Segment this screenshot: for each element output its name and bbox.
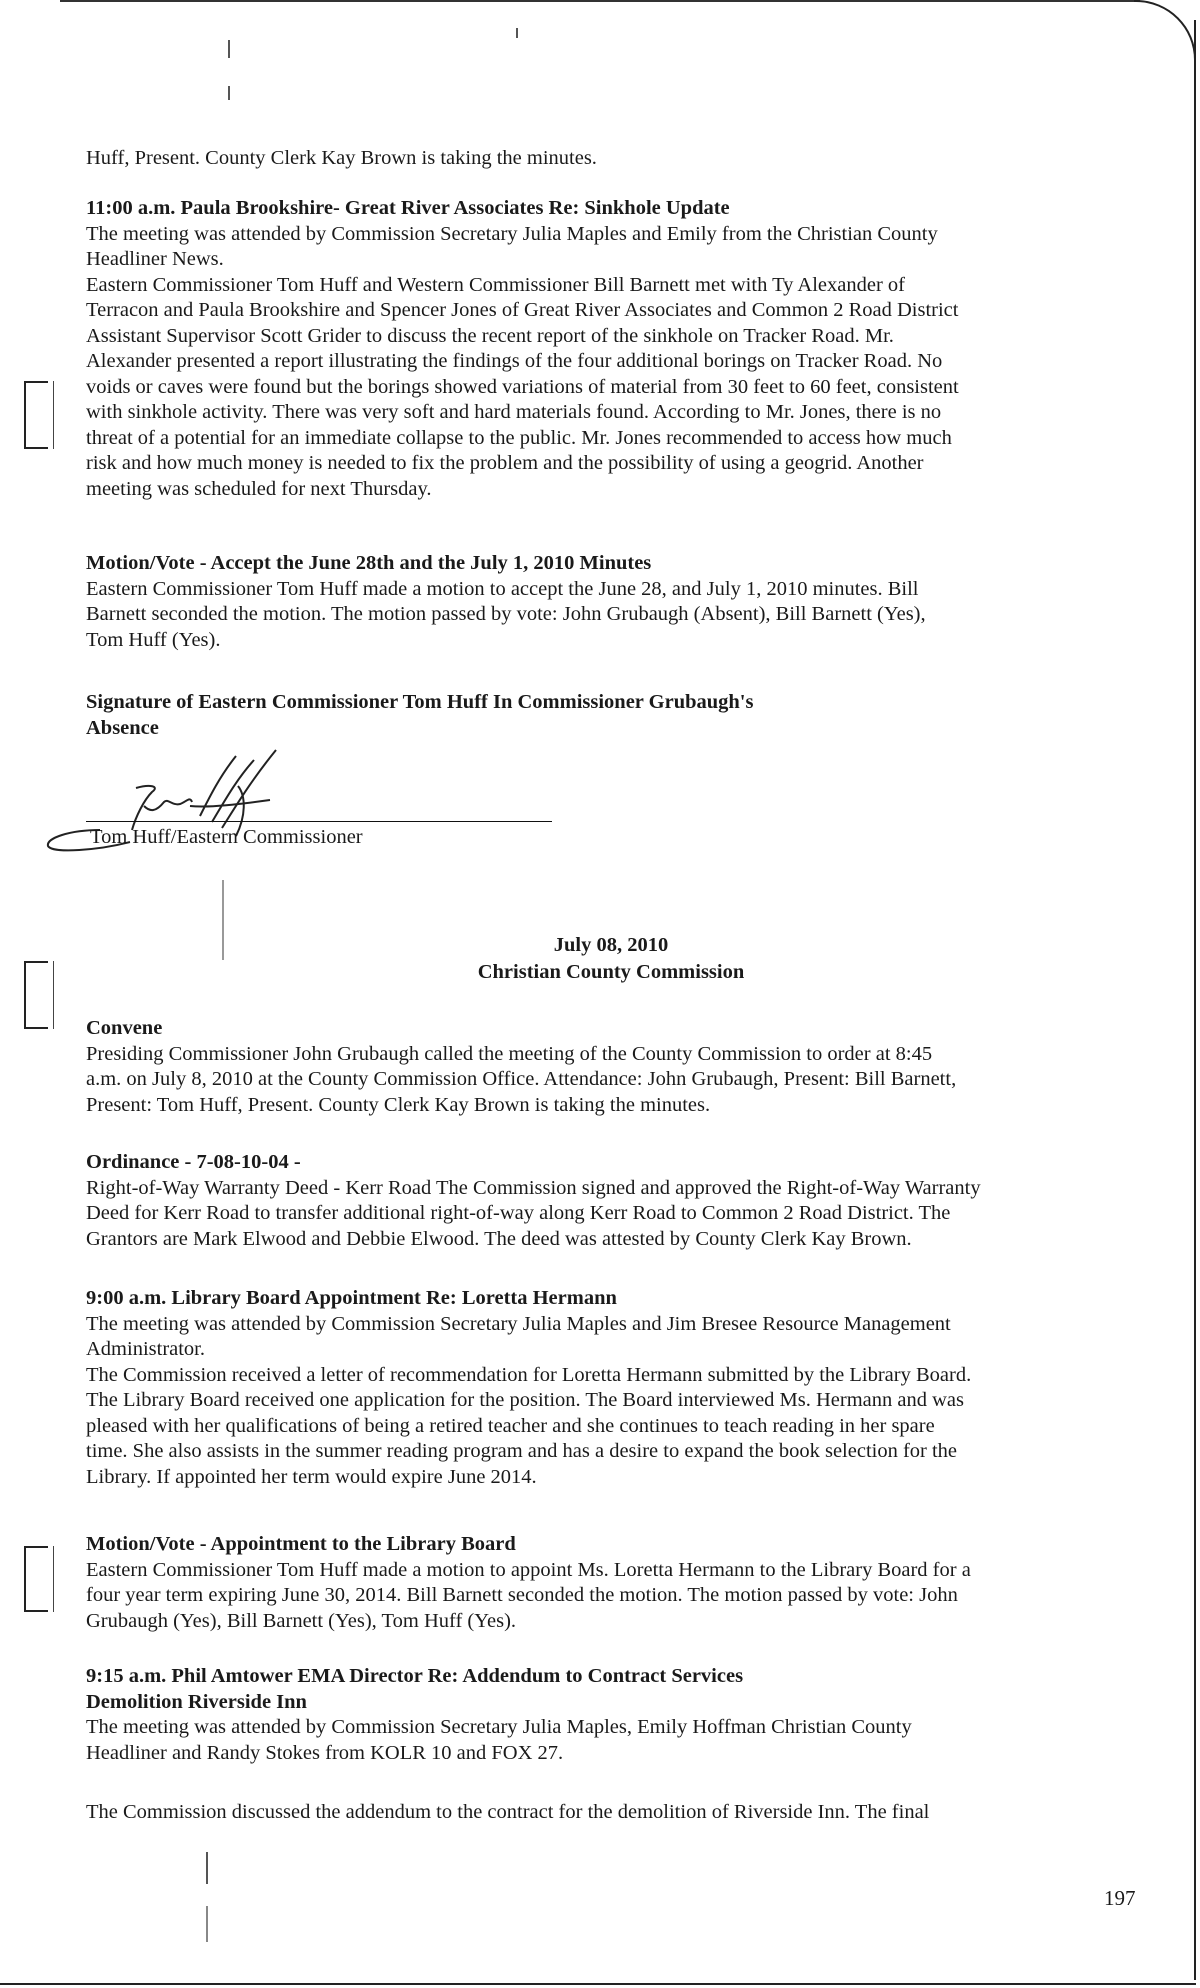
text-line: The Commission received a letter of recommendation for Loretta Hermann submitted by the Library Board. bbox=[86, 1363, 972, 1386]
text-line: Tom Huff (Yes). bbox=[86, 628, 221, 651]
margin-bracket bbox=[24, 961, 48, 1029]
sinkhole-section bbox=[86, 196, 1136, 502]
margin-bracket bbox=[24, 1546, 48, 1612]
text-line: Administrator. bbox=[86, 1338, 206, 1360]
meeting-date: July 08, 2010 bbox=[553, 934, 669, 956]
text-line: Presiding Commissioner John Grubaugh called the meeting of the County Commission to order at 8:45 bbox=[86, 1042, 933, 1065]
text-line: threat of a potential for an immediate collapse to the public. Mr. Jones recommended to access how much bbox=[86, 426, 952, 449]
page-top-edge bbox=[60, 0, 1140, 2]
text-line: Assistant Supervisor Scott Grider to discuss the recent report of the sinkhole on Tracker Road. Mr. bbox=[86, 324, 894, 347]
section-heading: Demolition Riverside Inn bbox=[86, 1690, 307, 1713]
text-line: The Library Board received one application for the position. The Board interviewed Ms. Hermann and was bbox=[86, 1389, 964, 1411]
appointment-vote-section bbox=[86, 1532, 1136, 1634]
commission-name: Christian County Commission bbox=[477, 961, 745, 983]
section-heading: 11:00 a.m. Paula Brookshire- Great River Associates Re: Sinkhole Update bbox=[86, 197, 730, 219]
text-line: The Commission discussed the addendum to the contract for the demolition of Riverside Inn. The final bbox=[86, 1801, 930, 1823]
ordinance-section bbox=[86, 1150, 1136, 1252]
section-heading: 9:15 a.m. Phil Amtower EMA Director Re: Addendum to Contract Services bbox=[86, 1665, 744, 1687]
text-line: Eastern Commissioner Tom Huff made a motion to accept the June 28, and July 1, 2010 minutes. Bill bbox=[86, 577, 919, 600]
text-line: four year term expiring June 30, 2014. Bill Barnett seconded the motion. The motion passed by vote: John bbox=[86, 1584, 958, 1606]
section-heading: 9:00 a.m. Library Board Appointment Re: Loretta Hermann bbox=[86, 1287, 617, 1309]
text-line: pleased with her qualifications of being a retired teacher and she continues to teach reading in her spare bbox=[86, 1414, 935, 1437]
text-line: The meeting was attended by Commission Secretary Julia Maples and Jim Bresee Resource Management bbox=[86, 1312, 951, 1335]
signature-heading bbox=[86, 690, 1136, 741]
section-heading: Motion/Vote - Appointment to the Library Board bbox=[86, 1533, 516, 1555]
meeting-date-header bbox=[86, 932, 1136, 986]
text-line: Huff, Present. County Clerk Kay Brown is taking the minutes. bbox=[86, 147, 597, 169]
scan-mark bbox=[206, 1906, 208, 1942]
text-line: Terracon and Paula Brookshire and Spencer Jones of Great River Associates and Common 2 Road District bbox=[86, 299, 959, 321]
ema-section bbox=[86, 1664, 1136, 1766]
page-corner-curl bbox=[1134, 0, 1196, 62]
text-line: Headliner and Randy Stokes from KOLR 10 and FOX 27. bbox=[86, 1741, 564, 1764]
convene-section bbox=[86, 1016, 1136, 1118]
discussion-section bbox=[86, 1800, 1136, 1826]
scan-mark bbox=[228, 40, 230, 58]
text-line: Eastern Commissioner Tom Huff and Western Commissioner Bill Barnett met with Ty Alexander of bbox=[86, 273, 905, 296]
margin-bracket bbox=[24, 381, 48, 449]
text-line: voids or caves were found but the borings showed variations of material from 30 feet to 60 feet, consistent bbox=[86, 375, 959, 398]
library-section bbox=[86, 1286, 1136, 1490]
text-line: Grubaugh (Yes), Bill Barnett (Yes), Tom Huff (Yes). bbox=[86, 1609, 517, 1632]
section-heading: Convene bbox=[86, 1017, 163, 1039]
text-line: meeting was scheduled for next Thursday. bbox=[86, 477, 432, 500]
text-line: Deed for Kerr Road to transfer additional right-of-way along Kerr Road to Common 2 Road District. The bbox=[86, 1202, 951, 1224]
text-line: Right-of-Way Warranty Deed - Kerr Road The Commission signed and approved the Right-of-Way Warranty bbox=[86, 1176, 981, 1199]
page-number: 197 bbox=[1104, 1886, 1136, 1910]
page-bottom-edge bbox=[0, 1983, 1196, 1985]
section-heading: Ordinance - 7-08-10-04 - bbox=[86, 1151, 301, 1173]
section-heading: Absence bbox=[86, 716, 159, 739]
text-line: Barnett seconded the motion. The motion passed by vote: John Grubaugh (Absent), Bill Barnett (Yes), bbox=[86, 603, 926, 625]
section-heading: Motion/Vote - Accept the June 28th and the July 1, 2010 Minutes bbox=[86, 552, 652, 574]
text-line: The meeting was attended by Commission Secretary Julia Maples and Emily from the Christian County bbox=[86, 222, 938, 245]
signature-line bbox=[86, 821, 552, 822]
text-line: risk and how much money is needed to fix the problem and the possibility of using a geogrid. Another bbox=[86, 452, 924, 474]
text-line: Eastern Commissioner Tom Huff made a motion to appoint Ms. Loretta Hermann to the Library Board for a bbox=[86, 1558, 971, 1581]
text-line: Present: Tom Huff, Present. County Clerk Kay Brown is taking the minutes. bbox=[86, 1093, 711, 1116]
text-line: a.m. on July 8, 2010 at the County Commission Office. Attendance: John Grubaugh, Present: Bill Barnett, bbox=[86, 1068, 957, 1090]
scan-mark bbox=[516, 28, 518, 38]
text-line: with sinkhole activity. There was very soft and hard materials found. According to Mr. Jones, there is no bbox=[86, 401, 942, 423]
text-line: Headliner News. bbox=[86, 248, 224, 270]
page-right-edge bbox=[1194, 20, 1196, 1980]
section-heading: Signature of Eastern Commissioner Tom Huff In Commissioner Grubaugh's bbox=[86, 691, 754, 713]
scan-mark bbox=[228, 86, 230, 100]
text-line: Alexander presented a report illustrating the findings of the four additional borings on Tracker Road. No bbox=[86, 350, 943, 372]
text-line: The meeting was attended by Commission Secretary Julia Maples, Emily Hoffman Christian County bbox=[86, 1716, 912, 1738]
text-line: Grantors are Mark Elwood and Debbie Elwood. The deed was attested by County Clerk Kay Brown. bbox=[86, 1227, 912, 1250]
intro-text bbox=[86, 146, 1136, 172]
signature-label: Tom Huff/Eastern Commissioner bbox=[90, 826, 363, 848]
text-line: Library. If appointed her term would expire June 2014. bbox=[86, 1465, 537, 1488]
text-line: time. She also assists in the summer reading program and has a desire to expand the book selection for the bbox=[86, 1440, 958, 1462]
minutes-vote-section bbox=[86, 551, 1136, 653]
scan-mark bbox=[206, 1852, 208, 1884]
